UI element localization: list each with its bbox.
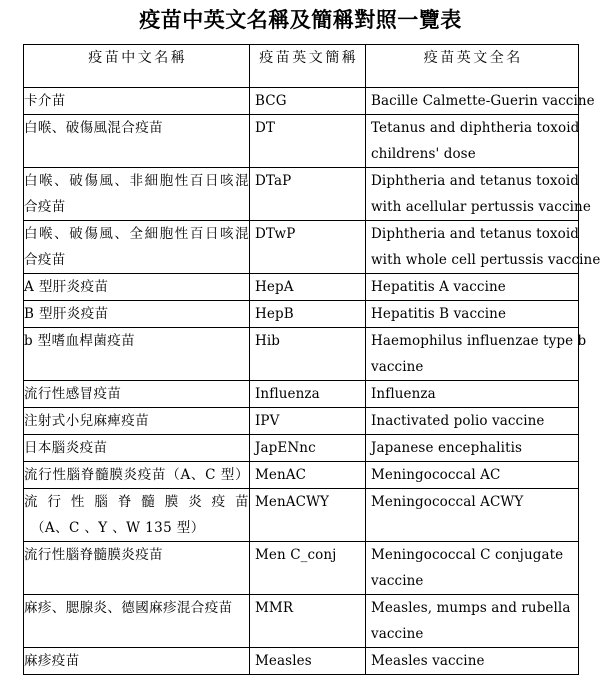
cell-english_full — [366, 274, 579, 301]
english_abbr-text: Measles — [255, 653, 312, 669]
cell-english_full — [366, 542, 579, 595]
chinese_name-text: 卡介苗 — [24, 93, 66, 109]
english_full-line-2: vaccine — [371, 626, 424, 642]
english_abbr-text: HepA — [255, 279, 294, 295]
chinese_name-line-2: 合疫苗 — [24, 199, 66, 215]
english_full-line-2: with whole cell pertussis vaccine — [371, 252, 601, 268]
english_abbr-text: DT — [255, 120, 276, 136]
cell-chinese_name — [24, 435, 250, 462]
column-header-english-full — [366, 45, 579, 88]
chinese_name-line-2: 合疫苗 — [24, 252, 66, 268]
english_full-text: Meningococcal ACWY — [371, 494, 524, 510]
cell-english_full — [366, 435, 579, 462]
cell-english_full — [366, 168, 591, 221]
cell-english_abbr — [250, 435, 366, 462]
cell-chinese_name — [24, 595, 250, 648]
english_abbr-text: Hib — [255, 333, 281, 349]
chinese_name-line-1: 白喉、破傷風、非細胞性百日咳混 — [24, 173, 249, 189]
english_full-line-2: childrens' dose — [371, 146, 476, 162]
cell-english_abbr — [250, 648, 366, 675]
english_full-line-1: Haemophilus influenzae type b — [371, 333, 587, 349]
english_full-line-2: vaccine — [371, 573, 424, 589]
cell-chinese_name — [24, 221, 250, 274]
english_full-line-1: Meningococcal C conjugate — [371, 547, 564, 563]
english_full-text: Meningococcal AC — [371, 467, 501, 483]
chinese_name-line-2: （A、C 、Y 、W 135 型） — [31, 520, 205, 536]
column-header-english-full-label: 疫苗英文全名 — [423, 50, 523, 66]
cell-english_abbr — [250, 168, 366, 221]
chinese_name-text: b 型嗜血桿菌疫苗 — [24, 333, 136, 349]
english_full-line-1: Diphtheria and tetanus toxoid — [371, 226, 580, 242]
english_full-text: Hepatitis B vaccine — [371, 306, 507, 322]
english_abbr-text: MenACWY — [255, 494, 330, 510]
cell-chinese_name — [24, 115, 250, 168]
english_abbr-text: DTaP — [255, 173, 292, 189]
english_abbr-text: BCG — [255, 93, 287, 109]
english_full-text: Bacille Calmette-Guerin vaccine — [371, 93, 595, 109]
cell-chinese_name — [24, 274, 250, 301]
chinese_name-text: 麻疹、腮腺炎、德國麻疹混合疫苗 — [24, 600, 233, 616]
english_abbr-text: DTwP — [255, 226, 296, 242]
cell-chinese_name — [24, 328, 250, 381]
english_full-text: Hepatitis A vaccine — [371, 279, 506, 295]
cell-english_full — [366, 88, 595, 115]
cell-english_abbr — [250, 462, 366, 489]
column-header-chinese-name-label: 疫苗中文名稱 — [88, 50, 188, 66]
chinese_name-text: 流行性感冒疫苗 — [24, 386, 122, 402]
cell-chinese_name — [24, 88, 250, 115]
english_full-text: Influenza — [371, 386, 436, 402]
cell-chinese_name — [24, 408, 250, 435]
table-row — [24, 221, 579, 274]
table-row — [24, 648, 579, 675]
english_full-line-1: Measles, mumps and rubella — [371, 600, 571, 616]
cell-chinese_name — [24, 542, 250, 595]
table-row — [24, 381, 579, 408]
table-row — [24, 301, 579, 328]
english_abbr-text: MenAC — [255, 467, 307, 483]
cell-english_abbr — [250, 274, 366, 301]
english_full-text: Measles vaccine — [371, 653, 485, 669]
cell-english_full — [366, 595, 579, 648]
cell-chinese_name — [24, 381, 250, 408]
chinese_name-text: 麻疹疫苗 — [24, 653, 80, 669]
table-row — [24, 408, 579, 435]
cell-english_abbr — [250, 381, 366, 408]
cell-chinese_name — [24, 462, 250, 489]
cell-english_abbr — [250, 301, 366, 328]
cell-chinese_name — [24, 301, 250, 328]
cell-english_abbr — [250, 542, 366, 595]
cell-english_abbr — [250, 408, 366, 435]
cell-english_full — [366, 115, 579, 168]
chinese_name-text: A 型肝炎疫苗 — [24, 279, 109, 295]
chinese_name-text: 注射式小兒麻痺疫苗 — [24, 413, 150, 429]
chinese_name-text: 白喉、破傷風混合疫苗 — [24, 120, 163, 136]
table-row — [24, 595, 579, 648]
cell-english_abbr — [250, 328, 366, 381]
table-row — [24, 489, 579, 542]
cell-english_full — [366, 221, 601, 274]
english_full-text: Inactivated polio vaccine — [371, 413, 545, 429]
cell-english_full — [366, 408, 579, 435]
vaccine-comparison-table — [23, 44, 601, 675]
english_abbr-text: JapENnc — [255, 440, 316, 456]
english_abbr-text: Influenza — [255, 386, 320, 402]
page-title: 疫苗中英文名稱及簡稱對照一覽表 — [139, 7, 462, 32]
table-row — [24, 115, 579, 168]
table-header-row — [24, 45, 579, 88]
english_full-text: Japanese encephalitis — [371, 440, 523, 456]
cell-english_abbr — [250, 595, 366, 648]
cell-chinese_name — [24, 648, 250, 675]
cell-english_abbr — [250, 115, 366, 168]
table-row — [24, 435, 579, 462]
english_abbr-text: HepB — [255, 306, 294, 322]
cell-english_full — [366, 328, 587, 381]
cell-english_full — [366, 462, 579, 489]
chinese_name-text: 流行性腦脊髓膜炎疫苗 — [24, 547, 163, 563]
english_full-line-1: Diphtheria and tetanus toxoid — [371, 173, 580, 189]
cell-chinese_name — [24, 489, 250, 542]
chinese_name-text: 流行性腦脊髓膜炎疫苗（A、C 型） — [24, 467, 249, 483]
cell-english_full — [366, 301, 579, 328]
english_abbr-text: IPV — [255, 413, 280, 429]
cell-english_abbr — [250, 221, 366, 274]
column-header-english-abbr-label: 疫苗英文簡稱 — [259, 50, 359, 66]
cell-english_abbr — [250, 88, 366, 115]
cell-chinese_name — [24, 168, 250, 221]
chinese_name-text: 日本腦炎疫苗 — [24, 440, 108, 456]
chinese_name-text: B 型肝炎疫苗 — [24, 306, 109, 322]
chinese_name-line-1: 白喉、破傷風、全細胞性百日咳混 — [24, 226, 249, 242]
cell-english_full — [366, 381, 579, 408]
column-header-english-abbr — [250, 45, 366, 88]
table-row — [24, 88, 579, 115]
cell-english_full — [366, 648, 579, 675]
column-header-chinese-name — [24, 45, 250, 88]
english_full-line-1: Tetanus and diphtheria toxoid — [371, 120, 580, 136]
chinese_name-line-1: 流行性腦脊髓膜炎疫苗 — [24, 494, 249, 510]
table-row — [24, 274, 579, 301]
english_full-line-2: with acellular pertussis vaccine — [371, 199, 591, 215]
table-body — [24, 88, 601, 675]
cell-english_abbr — [250, 489, 366, 542]
table-row — [24, 328, 579, 381]
english_full-line-2: vaccine — [371, 359, 424, 375]
table-row — [24, 542, 579, 595]
table-row — [24, 168, 579, 221]
cell-english_full — [366, 489, 579, 542]
table-row — [24, 462, 579, 489]
english_abbr-text: MMR — [255, 600, 294, 616]
english_abbr-text: Men C_conj — [255, 547, 337, 563]
